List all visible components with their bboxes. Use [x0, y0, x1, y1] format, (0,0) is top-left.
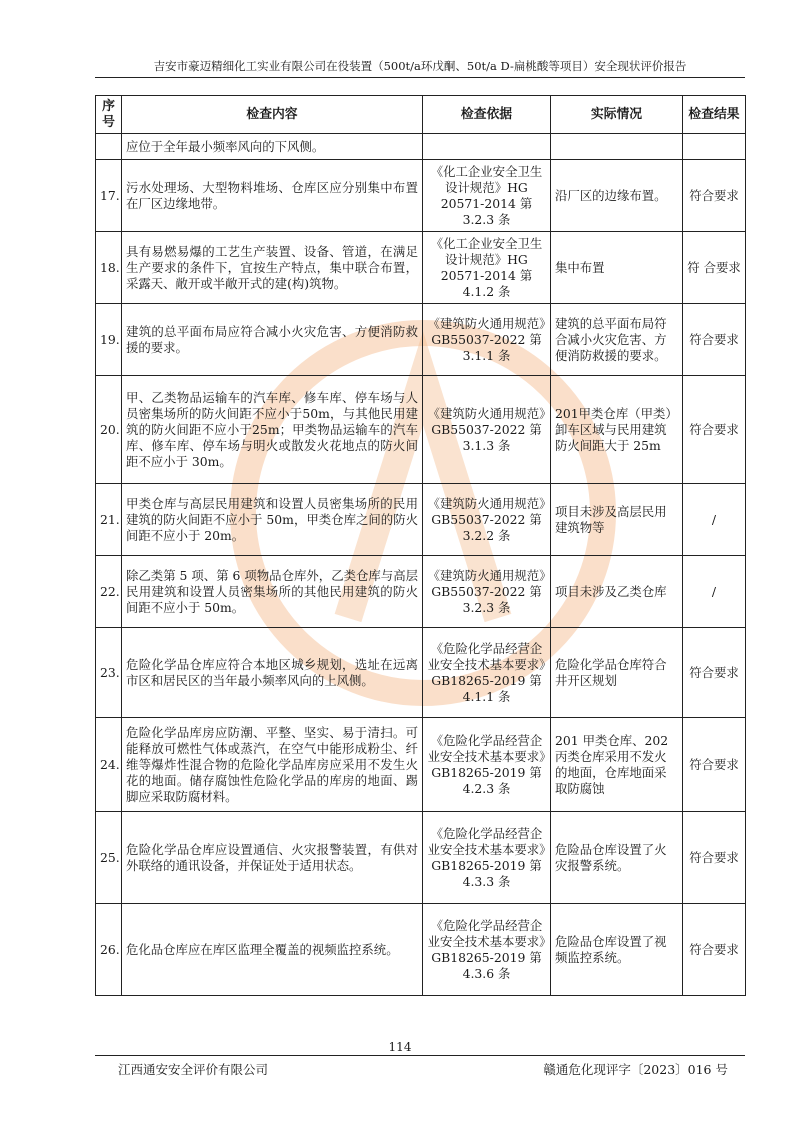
row-actual: 201 甲类仓库、202丙类仓库采用不发火的地面，仓库地面采取防腐蚀 [551, 718, 683, 812]
row-basis: 《建筑防火通用规范》GB55037-2022 第 3.1.3 条 [423, 376, 551, 484]
row-result: 符合要求 [683, 904, 746, 996]
footer-company: 江西通安安全评价有限公司 [118, 1062, 269, 1077]
table-row [96, 304, 746, 376]
row-basis: 《危险化学品经营企业安全技术基本要求》GB18265-2019 第 4.3.3 条 [423, 812, 551, 904]
row-content: 危化品仓库应在库区监理全覆盖的视频监控系统。 [122, 904, 423, 996]
row-actual: 项目未涉及高层民用建筑物等 [551, 484, 683, 556]
footer-report-number: 赣通危化现评字〔2023〕016 号 [543, 1062, 728, 1077]
inspection-table [95, 95, 746, 996]
row-no: 23. [96, 628, 122, 718]
table-row [96, 718, 746, 812]
row-no: 17. [96, 160, 122, 232]
row-actual: 危险化学品仓库符合井开区规划 [551, 628, 683, 718]
row-content: 危险化学品仓库应设置通信、火灾报警装置，有供对外联络的通讯设备，并保证处于适用状态。 [122, 812, 423, 904]
table-row [96, 628, 746, 718]
row-basis: 《化工企业安全卫生设计规范》HG 20571-2014 第 3.2.3 条 [423, 160, 551, 232]
col-header-result: 检查结果 [683, 96, 746, 134]
row-no: 19. [96, 304, 122, 376]
footer-rule [95, 1055, 745, 1056]
row-content: 甲、乙类物品运输车的汽车库、修车库、停车场与人员密集场所的防火间距不应小于50m，与其他民用建筑的防火间距不应小于25m；甲类物品运输车的汽车库、修车库、停车场与明火或散发火花地点的防火间距不应小于 30m。 [122, 376, 423, 484]
row-basis: 《建筑防火通用规范》GB55037-2022 第 3.1.1 条 [423, 304, 551, 376]
row-no: 22. [96, 556, 122, 628]
row-actual: 危险品仓库设置了火灾报警系统。 [551, 812, 683, 904]
table-header-row [96, 96, 746, 134]
table-row [96, 134, 746, 160]
table-row [96, 812, 746, 904]
row-result: 符合要求 [683, 304, 746, 376]
row-actual: 沿厂区的边缘布置。 [551, 160, 683, 232]
row-no [96, 134, 122, 160]
col-header-basis: 检查依据 [423, 96, 551, 134]
row-result: 符合要求 [683, 160, 746, 232]
row-content: 危险化学品仓库应符合本地区城乡规划，选址在远离市区和居民区的当年最小频率风向的上风侧。 [122, 628, 423, 718]
row-result: 符合要求 [683, 812, 746, 904]
row-actual: 集中布置 [551, 232, 683, 304]
row-result: / [683, 556, 746, 628]
row-content: 污水处理场、大型物料堆场、仓库区应分别集中布置在厂区边缘地带。 [122, 160, 423, 232]
row-actual: 危险品仓库设置了视频监控系统。 [551, 904, 683, 996]
row-basis: 《危险化学品经营企业安全技术基本要求》GB18265-2019 第 4.3.6 条 [423, 904, 551, 996]
row-content: 应位于全年最小频率风向的下风侧。 [122, 134, 423, 160]
row-actual: 建筑的总平面布局符合减小火灾危害、方便消防救援的要求。 [551, 304, 683, 376]
table-row [96, 904, 746, 996]
row-no: 18. [96, 232, 122, 304]
row-result [683, 134, 746, 160]
row-no: 21. [96, 484, 122, 556]
row-no: 20. [96, 376, 122, 484]
col-header-actual: 实际情况 [551, 96, 683, 134]
row-content: 除乙类第 5 项、第 6 项物品仓库外，乙类仓库与高层民用建筑和设置人员密集场所的其他民用建筑的防火间距不应小于 50m。 [122, 556, 423, 628]
col-header-content: 检查内容 [122, 96, 423, 134]
row-content: 危险化学品库房应防潮、平整、坚实、易于清扫。可能释放可燃性气体或蒸汽，在空气中能形成粉尘、纤维等爆炸性混合物的危险化学品库房应采用不发生火花的地面。储存腐蚀性危险化学品的库房的地面、踢脚应采取防腐材料。 [122, 718, 423, 812]
row-basis: 《建筑防火通用规范》GB55037-2022 第 3.2.3 条 [423, 556, 551, 628]
page-number: 114 [388, 1040, 412, 1054]
row-no: 26. [96, 904, 122, 996]
row-basis: 《危险化学品经营企业安全技术基本要求》GB18265-2019 第 4.1.1 条 [423, 628, 551, 718]
row-actual: 201甲类仓库（甲类）卸车区域与民用建筑防火间距大于 25m [551, 376, 683, 484]
row-content: 甲类仓库与高层民用建筑和设置人员密集场所的民用建筑的防火间距不应小于 50m，甲类仓库之间的防火间距不应小于 20m。 [122, 484, 423, 556]
table-row [96, 556, 746, 628]
table-row [96, 232, 746, 304]
row-basis: 《化工企业安全卫生设计规范》HG 20571-2014 第 4.1.2 条 [423, 232, 551, 304]
table-row [96, 160, 746, 232]
table-row [96, 376, 746, 484]
row-basis: 《建筑防火通用规范》GB55037-2022 第 3.2.2 条 [423, 484, 551, 556]
row-result: 符合要求 [683, 628, 746, 718]
col-header-no: 序号 [96, 96, 122, 134]
row-no: 25. [96, 812, 122, 904]
row-basis: 《危险化学品经营企业安全技术基本要求》GB18265-2019 第 4.2.3 条 [423, 718, 551, 812]
row-result: 符合要求 [683, 376, 746, 484]
row-no: 24. [96, 718, 122, 812]
row-result: / [683, 484, 746, 556]
header-rule [95, 77, 745, 78]
row-result: 符 合要求 [683, 232, 746, 304]
row-actual [551, 134, 683, 160]
document-header: 吉安市豪迈精细化工实业有限公司在役装置（500t/a环戊酮、50t/a D-扁桃酸等项目）安全现状评价报告 [153, 59, 687, 73]
row-content: 建筑的总平面布局应符合减小火灾危害、方便消防救援的要求。 [122, 304, 423, 376]
row-content: 具有易燃易爆的工艺生产装置、设备、管道，在满足生产要求的条件下，宜按生产特点，集中联合布置，采露天、敞开或半敞开式的建(构)筑物。 [122, 232, 423, 304]
row-result: 符合要求 [683, 718, 746, 812]
row-basis [423, 134, 551, 160]
table-row [96, 484, 746, 556]
row-actual: 项目未涉及乙类仓库 [551, 556, 683, 628]
